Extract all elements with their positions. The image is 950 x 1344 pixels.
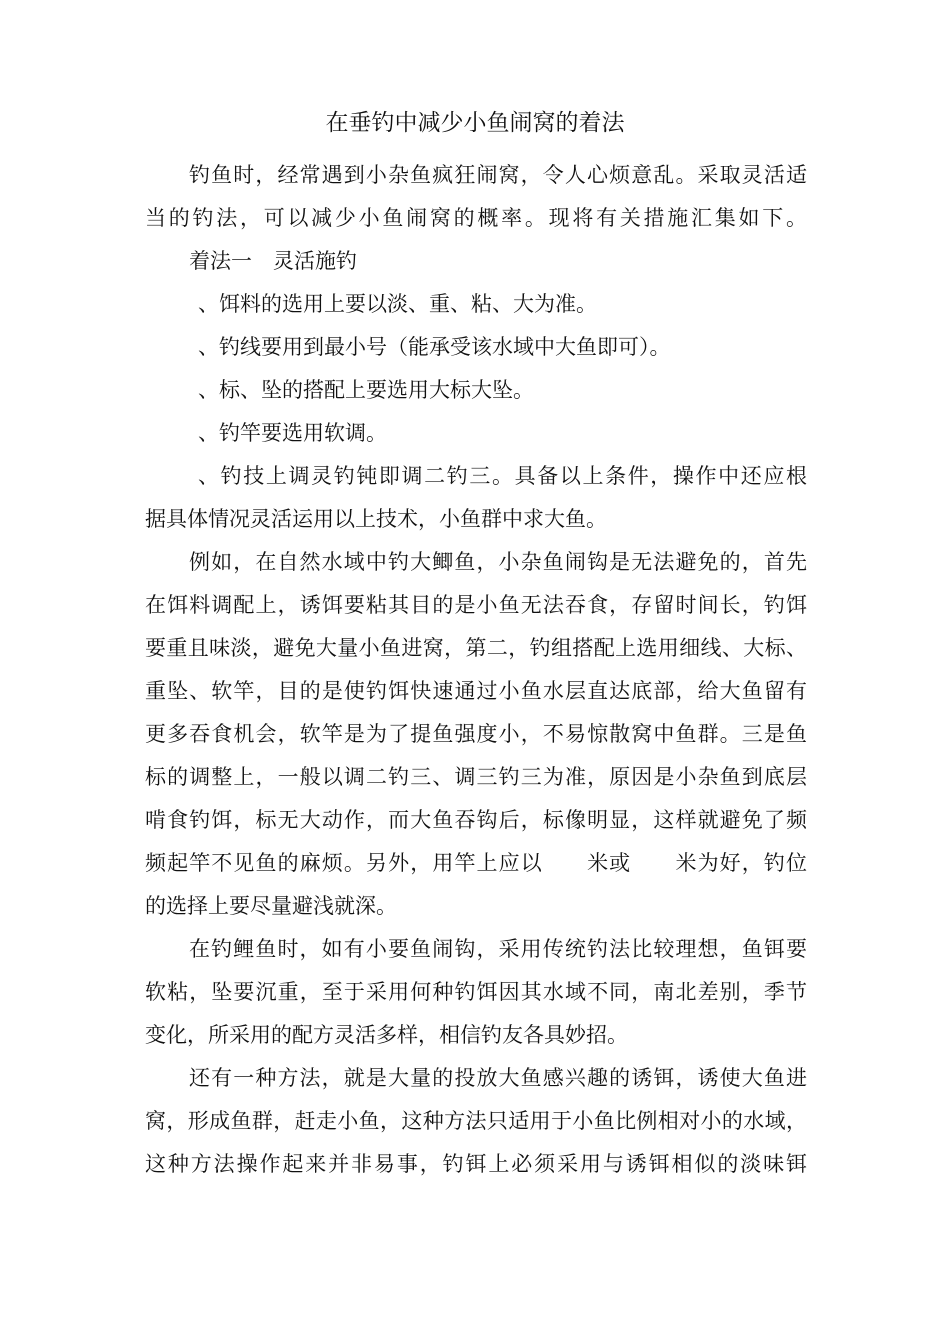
paragraph-line: 在饵料调配上，诱饵要粘其目的是小鱼无法吞食，存留时间长，钓饵: [145, 593, 807, 617]
paragraph-line: 啃食钓饵，标无大动作，而大鱼吞钩后，标像明显，这样就避免了频: [145, 808, 807, 832]
paragraph-line: 还有一种方法，就是大量的投放大鱼感兴趣的诱铒，诱使大鱼进: [189, 1066, 807, 1090]
paragraph-line: 重坠、软竿，目的是使钓饵快速通过小鱼水层直达底部，给大鱼留有: [145, 679, 807, 703]
list-item: 、饵料的选用上要以淡、重、粘、大为准。: [198, 292, 597, 316]
document-title: 在垂钓中减少小鱼闹窝的着法: [325, 110, 625, 136]
list-item: 、钓竿要选用软调。: [198, 421, 387, 445]
paragraph-line: 软粘，坠要沉重，至于采用何种钓饵因其水域不同，南北差别，季节: [145, 980, 807, 1004]
paragraph-line: 的选择上要尽量避浅就深。: [145, 894, 397, 918]
paragraph-line: 据具体情况灵活运用以上技术，小鱼群中求大鱼。: [145, 507, 607, 531]
paragraph-line: 当的钓法，可以减少小鱼闹窝的概率。现将有关措施汇集如下。: [145, 206, 807, 230]
paragraph-line: 频起竿不见鱼的麻烦。另外，用竿上应以 米或 米为好，钓位: [145, 851, 807, 875]
paragraph-line: 标的调整上，一般以调二钓三、调三钓三为准，原因是小杂鱼到底层: [145, 765, 807, 789]
section-heading: 着法一 灵活施钓: [189, 249, 357, 273]
paragraph-line: 例如，在自然水域中钓大鲫鱼，小杂鱼闹钩是无法避免的，首先: [189, 550, 807, 574]
paragraph-line: 变化，所采用的配方灵活多样，相信钓友各具妙招。: [145, 1023, 628, 1047]
paragraph-line: 窝，形成鱼群，赶走小鱼，这种方法只适用于小鱼比例相对小的水域，: [145, 1109, 807, 1133]
paragraph-line: 更多吞食机会，软竿是为了提鱼强度小，不易惊散窝中鱼群。三是鱼: [145, 722, 807, 746]
paragraph-line: 这种方法操作起来并非易事，钓铒上必须采用与诱铒相似的淡味铒: [145, 1152, 807, 1176]
paragraph-line: 在钓鲤鱼时，如有小要鱼闹钩，采用传统钓法比较理想，鱼铒要: [189, 937, 807, 961]
list-item: 、钓技上调灵钓钝即调二钓三。具备以上条件，操作中还应根: [198, 464, 807, 488]
list-item: 、标、坠的搭配上要选用大标大坠。: [198, 378, 534, 402]
list-item: 、钓线要用到最小号（能承受该水域中大鱼即可）。: [198, 335, 671, 359]
paragraph-line: 钓鱼时，经常遇到小杂鱼疯狂闹窝，令人心烦意乱。采取灵活适: [189, 163, 807, 187]
paragraph-line: 要重且味淡，避免大量小鱼进窝，第二，钓组搭配上选用细线、大标、: [145, 636, 807, 660]
